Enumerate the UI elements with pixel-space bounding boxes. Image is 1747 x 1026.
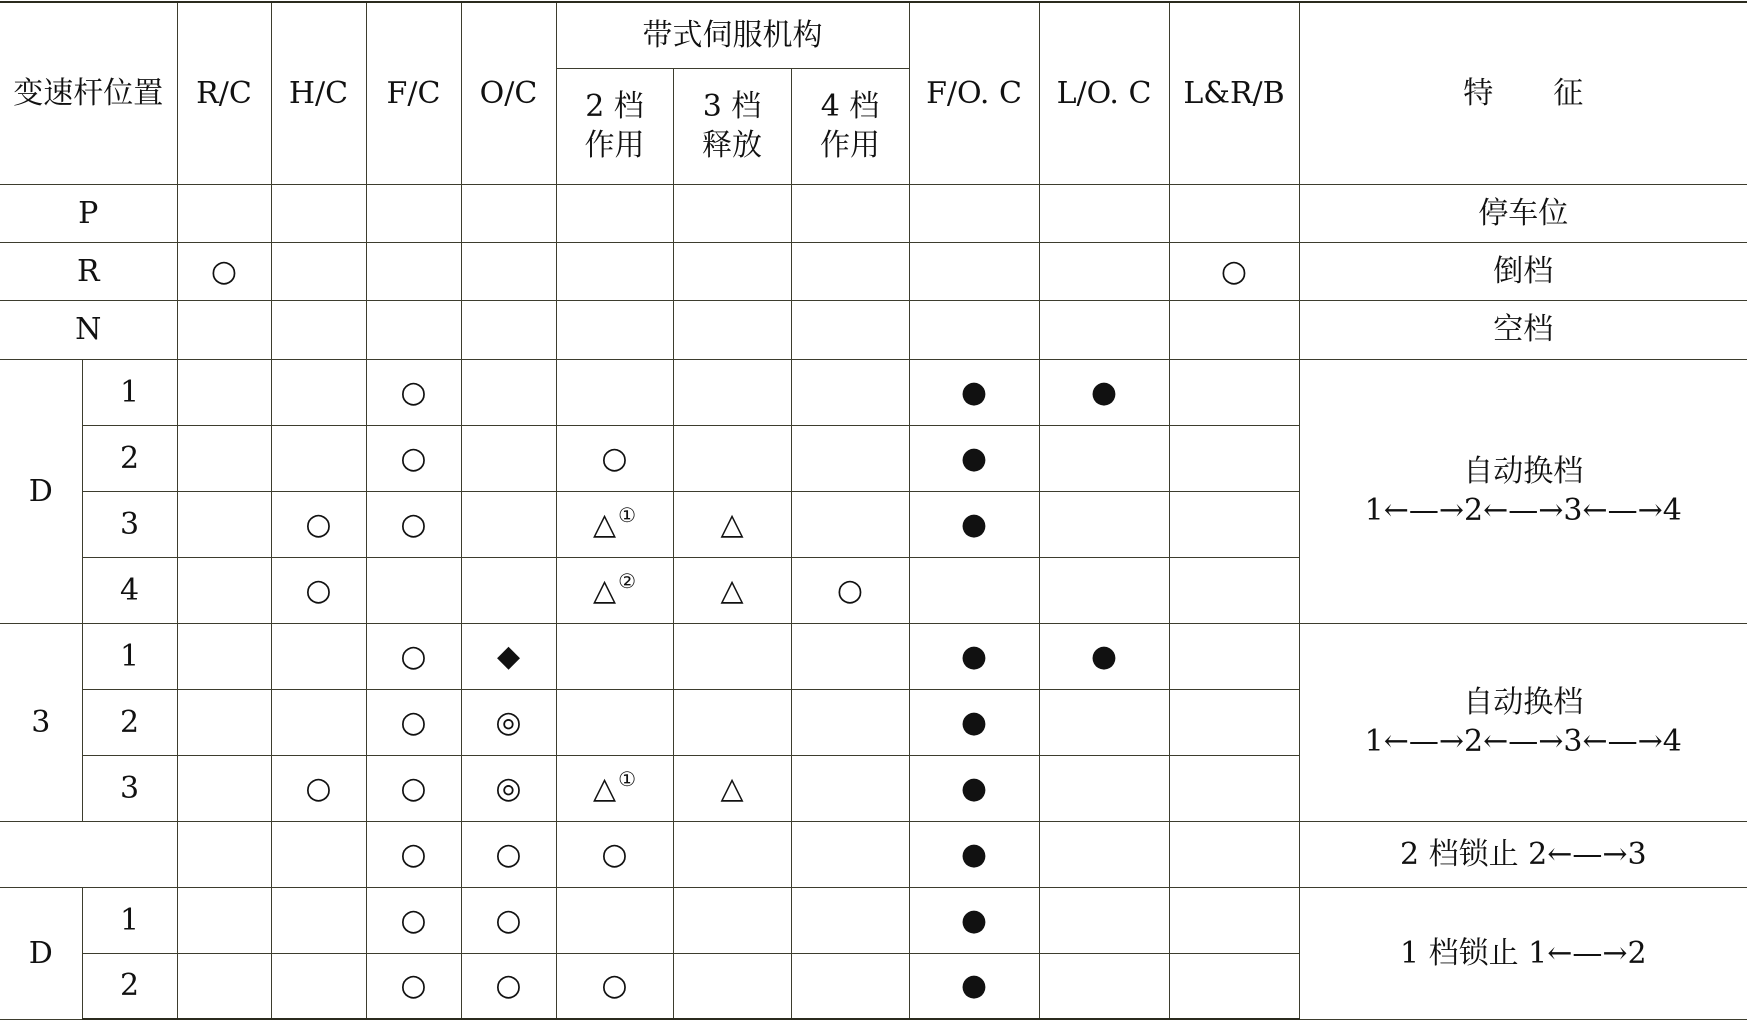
element-state-mark: ○ [495, 902, 522, 938]
cell-lrb [1169, 887, 1299, 953]
gear-cell: 1 [82, 887, 177, 953]
cell-oc [461, 953, 556, 1019]
cell-oc [461, 755, 556, 821]
cell-band-4th [791, 755, 909, 821]
cell-band-4th [791, 359, 909, 425]
cell-loc [1039, 300, 1169, 359]
lever-position-cell: D [0, 887, 82, 1019]
cell-rc [177, 623, 271, 689]
cell-band-3rd [673, 184, 791, 242]
cell-lrb [1169, 242, 1299, 300]
cell-band-3rd [673, 557, 791, 623]
cell-fc [366, 425, 461, 491]
cell-band-3rd [673, 300, 791, 359]
element-state-mark: ○ [400, 374, 427, 410]
gear-cell: 4 [82, 557, 177, 623]
element-state-mark: ◎ [495, 704, 522, 740]
header-lrb: L&R/B [1169, 2, 1299, 184]
element-state-mark: ○ [601, 968, 628, 1004]
element-state-mark: ○ [305, 506, 332, 542]
cell-band-2nd [556, 623, 673, 689]
cell-oc [461, 184, 556, 242]
element-state-mark: ● [960, 836, 988, 872]
table-row [0, 300, 1747, 359]
feature-text: 停车位 [1478, 195, 1569, 231]
cell-lrb [1169, 557, 1299, 623]
shift-sequence-text: 1←—→2←—→3←—→4 [1364, 493, 1682, 528]
element-state-mark: ○ [836, 572, 864, 608]
cell-fc [366, 953, 461, 1019]
cell-band-4th [791, 821, 909, 887]
cell-band-3rd [673, 425, 791, 491]
cell-oc [461, 623, 556, 689]
cell-foc [909, 821, 1039, 887]
cell-loc [1039, 887, 1169, 953]
element-state-mark: ○ [210, 253, 238, 289]
cell-band-2nd [556, 953, 673, 1019]
cell-rc [177, 491, 271, 557]
cell-loc [1039, 821, 1169, 887]
cell-fc [366, 689, 461, 755]
element-state-mark: ○ [400, 638, 427, 674]
cell-oc [461, 887, 556, 953]
cell-foc [909, 557, 1039, 623]
element-state-mark: ○ [495, 836, 522, 872]
feature-cell [1299, 821, 1747, 887]
cell-fc [366, 300, 461, 359]
cell-hc [271, 359, 366, 425]
cell-band-3rd [673, 242, 791, 300]
cell-oc [461, 491, 556, 557]
cell-hc [271, 184, 366, 242]
gear-cell: 1 [82, 359, 177, 425]
cell-foc [909, 359, 1039, 425]
element-state-mark: △ [720, 572, 744, 608]
table-row [0, 821, 1747, 887]
table-row [0, 623, 1747, 689]
cell-loc [1039, 491, 1169, 557]
element-state-mark: ◆ [496, 638, 521, 674]
cell-band-4th [791, 184, 909, 242]
cell-fc [366, 755, 461, 821]
feature-cell [1299, 242, 1747, 300]
cell-rc [177, 689, 271, 755]
cell-hc [271, 953, 366, 1019]
cell-fc [366, 821, 461, 887]
footnote-mark: ① [618, 766, 636, 791]
cell-band-2nd [556, 557, 673, 623]
cell-band-2nd [556, 491, 673, 557]
cell-oc [461, 821, 556, 887]
cell-oc [461, 242, 556, 300]
cell-band-2nd [556, 184, 673, 242]
footnote-mark: ② [618, 568, 636, 593]
cell-rc [177, 300, 271, 359]
element-state-mark: △ [720, 770, 744, 806]
cell-band-4th [791, 887, 909, 953]
cell-loc [1039, 359, 1169, 425]
lever-position-cell: P [0, 184, 177, 242]
header-band-3rd-line1: 3 档 [702, 89, 762, 124]
cell-band-4th [791, 623, 909, 689]
cell-band-2nd [556, 689, 673, 755]
cell-band-3rd [673, 689, 791, 755]
feature-cell [1299, 359, 1747, 623]
cell-band-2nd [556, 242, 673, 300]
element-state-mark: ● [1090, 638, 1118, 674]
cell-band-2nd [556, 300, 673, 359]
cell-rc [177, 557, 271, 623]
cell-foc [909, 242, 1039, 300]
element-state-mark: ○ [400, 770, 427, 806]
table-row [0, 184, 1747, 242]
cell-rc [177, 887, 271, 953]
feature-text: 2 档锁止 2←—→3 [1399, 836, 1647, 872]
header-band-servo: 带式伺服机构 [556, 2, 909, 68]
cell-lrb [1169, 491, 1299, 557]
element-state-mark: ● [960, 638, 988, 674]
element-state-mark: △ [592, 770, 617, 806]
cell-rc [177, 242, 271, 300]
element-state-mark: ○ [400, 440, 427, 476]
cell-fc [366, 491, 461, 557]
cell-hc [271, 755, 366, 821]
header-band-3rd-line2: 释放 [702, 128, 762, 163]
element-state-mark: ○ [305, 770, 332, 806]
cell-lrb [1169, 623, 1299, 689]
cell-band-3rd [673, 491, 791, 557]
header-band-3rd [673, 68, 791, 184]
cell-band-3rd [673, 623, 791, 689]
header-band-4th-line1: 4 档 [820, 89, 880, 124]
cell-hc [271, 887, 366, 953]
cell-band-2nd [556, 425, 673, 491]
cell-hc [271, 491, 366, 557]
cell-foc [909, 953, 1039, 1019]
cell-fc [366, 242, 461, 300]
cell-lrb [1169, 359, 1299, 425]
feature-text: 空档 [1493, 312, 1554, 347]
cell-foc [909, 184, 1039, 242]
lever-position-cell: R [0, 242, 177, 300]
element-state-mark: ○ [495, 968, 522, 1004]
header-rc: R/C [177, 2, 271, 184]
element-state-mark: ○ [400, 902, 427, 938]
element-state-mark: ● [960, 374, 988, 410]
cell-band-4th [791, 425, 909, 491]
header-band-2nd-line2: 作用 [584, 128, 645, 163]
cell-lrb [1169, 821, 1299, 887]
cell-rc [177, 425, 271, 491]
cell-fc [366, 557, 461, 623]
cell-oc [461, 300, 556, 359]
element-state-mark: △ [592, 506, 617, 542]
feature-cell [1299, 184, 1747, 242]
cell-rc [177, 755, 271, 821]
cell-band-3rd [673, 953, 791, 1019]
element-state-mark: ◎ [495, 770, 522, 806]
element-state-mark: ○ [601, 836, 628, 872]
cell-foc [909, 887, 1039, 953]
gear-cell: 2 [82, 425, 177, 491]
cell-oc [461, 425, 556, 491]
cell-band-4th [791, 557, 909, 623]
element-state-mark: ● [1090, 374, 1118, 410]
cell-rc [177, 359, 271, 425]
element-state-mark: ● [960, 704, 988, 740]
element-state-mark: ○ [601, 440, 628, 476]
header-band-2nd [556, 68, 673, 184]
cell-foc [909, 623, 1039, 689]
shift-sequence-text: 1←—→2←—→3←—→4 [1364, 724, 1682, 759]
cell-band-4th [791, 491, 909, 557]
cell-fc [366, 623, 461, 689]
feature-text: 自动换档 [1463, 685, 1584, 720]
cell-hc [271, 425, 366, 491]
cell-band-4th [791, 242, 909, 300]
element-state-mark: △ [720, 506, 744, 542]
cell-loc [1039, 242, 1169, 300]
cell-hc [271, 300, 366, 359]
cell-hc [271, 557, 366, 623]
feature-cell [1299, 300, 1747, 359]
element-state-mark: ● [960, 902, 988, 938]
cell-loc [1039, 557, 1169, 623]
cell-loc [1039, 953, 1169, 1019]
cell-oc [461, 557, 556, 623]
feature-cell [1299, 887, 1747, 1019]
table-row [0, 242, 1747, 300]
element-state-mark: ● [960, 440, 988, 476]
element-state-mark: ○ [305, 572, 332, 608]
cell-loc [1039, 755, 1169, 821]
cell-band-2nd [556, 359, 673, 425]
header-band-2nd-line1: 2 档 [585, 89, 644, 124]
element-state-mark: ● [960, 770, 988, 806]
header-feature: 特 征 [1299, 2, 1747, 184]
element-state-mark: ● [960, 968, 988, 1004]
element-state-mark: ○ [400, 968, 427, 1004]
gear-cell: 3 [82, 491, 177, 557]
element-state-mark: ○ [400, 836, 427, 872]
cell-band-4th [791, 953, 909, 1019]
element-state-mark: ○ [400, 704, 427, 740]
cell-band-3rd [673, 359, 791, 425]
cell-oc [461, 689, 556, 755]
table-row [0, 887, 1747, 953]
header-lever-position: 变速杆位置 [0, 2, 177, 184]
cell-lrb [1169, 689, 1299, 755]
element-state-mark: ● [960, 506, 988, 542]
cell-loc [1039, 184, 1169, 242]
cell-fc [366, 184, 461, 242]
cell-loc [1039, 623, 1169, 689]
gear-cell: 1 [82, 623, 177, 689]
cell-foc [909, 425, 1039, 491]
cell-band-4th [791, 689, 909, 755]
lever-position-cell: 3 [0, 623, 82, 821]
header-foc: F/O. C [909, 2, 1039, 184]
cell-band-2nd [556, 755, 673, 821]
header-band-4th-line2: 作用 [820, 128, 880, 163]
feature-text: 倒档 [1493, 253, 1554, 289]
table-row [0, 359, 1747, 425]
feature-text: 1 档锁止 1←—→2 [1399, 935, 1647, 971]
element-state-mark: ○ [1220, 253, 1248, 289]
cell-oc [461, 359, 556, 425]
element-state-mark: △ [592, 572, 617, 608]
gear-cell: 3 [82, 755, 177, 821]
cell-hc [271, 242, 366, 300]
cell-foc [909, 689, 1039, 755]
lever-position-cell [0, 821, 177, 887]
cell-rc [177, 184, 271, 242]
cell-band-2nd [556, 887, 673, 953]
element-state-mark: ○ [400, 506, 427, 542]
cell-lrb [1169, 755, 1299, 821]
cell-band-3rd [673, 887, 791, 953]
cell-band-4th [791, 300, 909, 359]
cell-lrb [1169, 300, 1299, 359]
cell-foc [909, 300, 1039, 359]
feature-text: 自动换档 [1463, 454, 1584, 489]
header-fc: F/C [366, 2, 461, 184]
header-hc: H/C [271, 2, 366, 184]
cell-loc [1039, 689, 1169, 755]
cell-lrb [1169, 425, 1299, 491]
cell-band-2nd [556, 821, 673, 887]
cell-band-3rd [673, 821, 791, 887]
cell-fc [366, 359, 461, 425]
footnote-mark: ① [618, 502, 636, 527]
cell-lrb [1169, 184, 1299, 242]
cell-hc [271, 821, 366, 887]
cell-fc [366, 887, 461, 953]
cell-foc [909, 491, 1039, 557]
cell-loc [1039, 425, 1169, 491]
gear-cell: 2 [82, 953, 177, 1019]
gear-cell: 2 [82, 689, 177, 755]
feature-cell [1299, 623, 1747, 821]
lever-position-cell: N [0, 300, 177, 359]
cell-rc [177, 821, 271, 887]
header-loc: L/O. C [1039, 2, 1169, 184]
cell-lrb [1169, 953, 1299, 1019]
cell-hc [271, 689, 366, 755]
shift-element-table [0, 1, 1747, 1020]
lever-position-cell: D [0, 359, 82, 623]
header-oc: O/C [461, 2, 556, 184]
cell-hc [271, 623, 366, 689]
cell-foc [909, 755, 1039, 821]
header-band-4th [791, 68, 909, 184]
cell-band-3rd [673, 755, 791, 821]
cell-rc [177, 953, 271, 1019]
